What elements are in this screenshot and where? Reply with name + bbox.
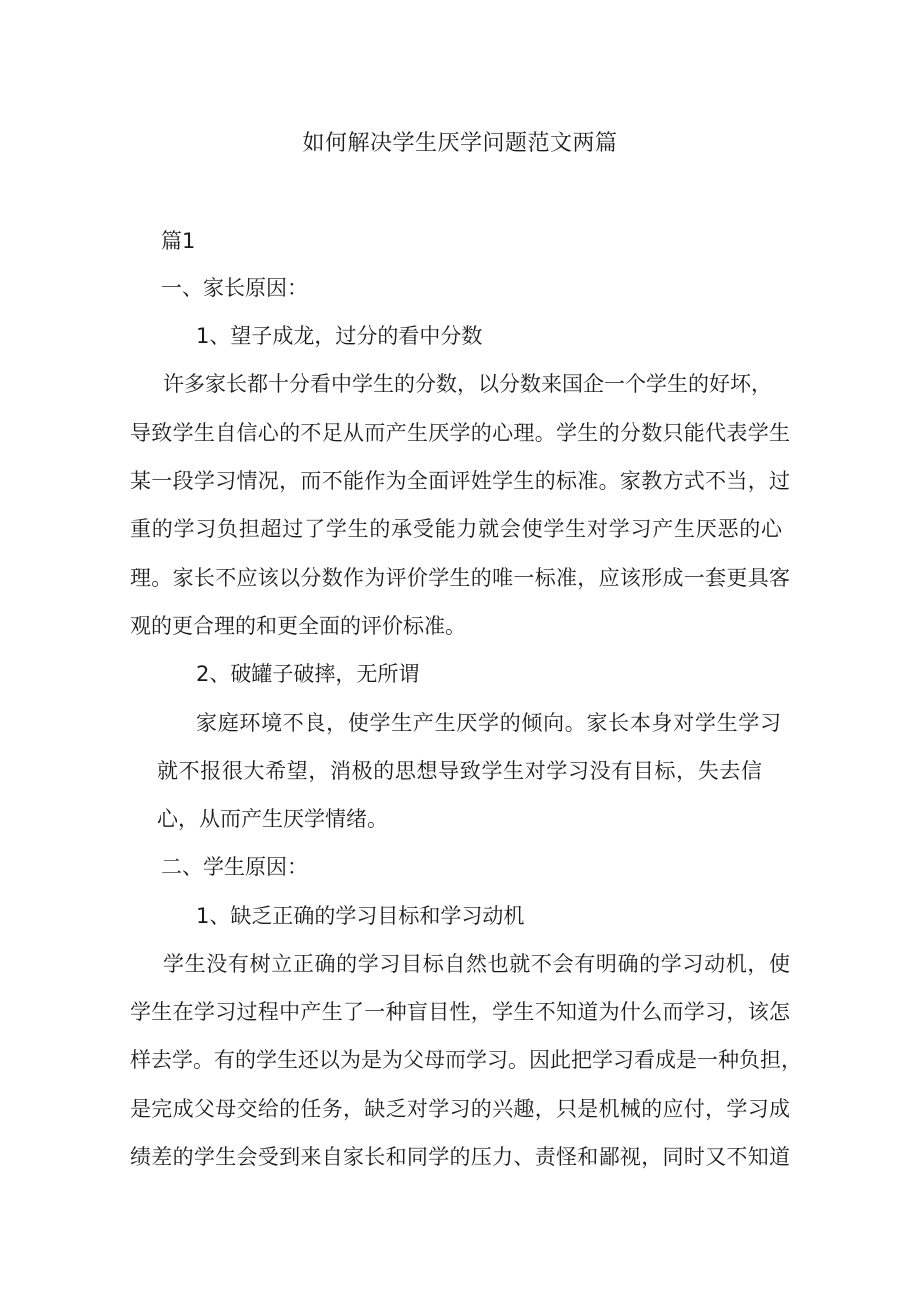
part1-item2-heading: 2、破罐子破摔，无所谓 <box>196 662 420 686</box>
paragraph-line: 观的更合理的和更全面的评价标准。 <box>130 614 466 638</box>
document-title: 如何解决学生厌学问题范文两篇 <box>302 131 618 156</box>
paragraph-line: 学生没有树立正确的学习目标自然也就不会有明确的学习动机，使 <box>163 952 790 976</box>
part2-item1-heading: 1、缺乏正确的学习目标和学习动机 <box>196 904 525 928</box>
paragraph-line: 是完成父母交给的任务，缺乏对学习的兴趣，只是机械的应付，学习成 <box>130 1097 790 1121</box>
paragraph-line: 导致学生自信心的不足从而产生厌学的心理。学生的分数只能代表学生 <box>130 421 790 445</box>
paragraph-line: 学生在学习过程中产生了一种盲目性，学生不知道为什么而学习，该怎 <box>130 1000 790 1024</box>
paragraph-line: 样去学。有的学生还以为是为父母而学习。因此把学习看成是一种负担， <box>130 1048 802 1072</box>
paragraph-line: 理。家长不应该以分数作为评价学生的唯一标准，应该形成一套更具客 <box>130 566 790 590</box>
paragraph-line: 就不报很大希望，消极的思想导致学生对学习没有目标，失去信 <box>157 759 762 783</box>
part1-item1-heading: 1、望子成龙，过分的看中分数 <box>196 324 483 348</box>
paragraph-line: 许多家长都十分看中学生的分数，以分数来国企一个学生的好坏， <box>163 372 772 396</box>
part1-heading: 一、家长原因： <box>161 276 308 300</box>
part2-heading: 二、学生原因： <box>161 855 308 879</box>
paragraph-line: 绩差的学生会受到来自家长和同学的压力、责怪和鄙视，同时又不知道 <box>130 1145 790 1169</box>
paragraph-line: 重的学习负担超过了学生的承受能力就会使学生对学习产生厌恶的心 <box>130 517 782 541</box>
paragraph-line: 某一段学习情况，而不能作为全面评姓学生的标准。家教方式不当，过 <box>130 469 790 493</box>
paragraph-line: 心，从而产生厌学情绪。 <box>157 807 388 831</box>
section-label: 篇1 <box>161 229 196 253</box>
paragraph-line: 家庭环境不良，使学生产生厌学的倾向。家长本身对学生学习 <box>196 711 781 735</box>
